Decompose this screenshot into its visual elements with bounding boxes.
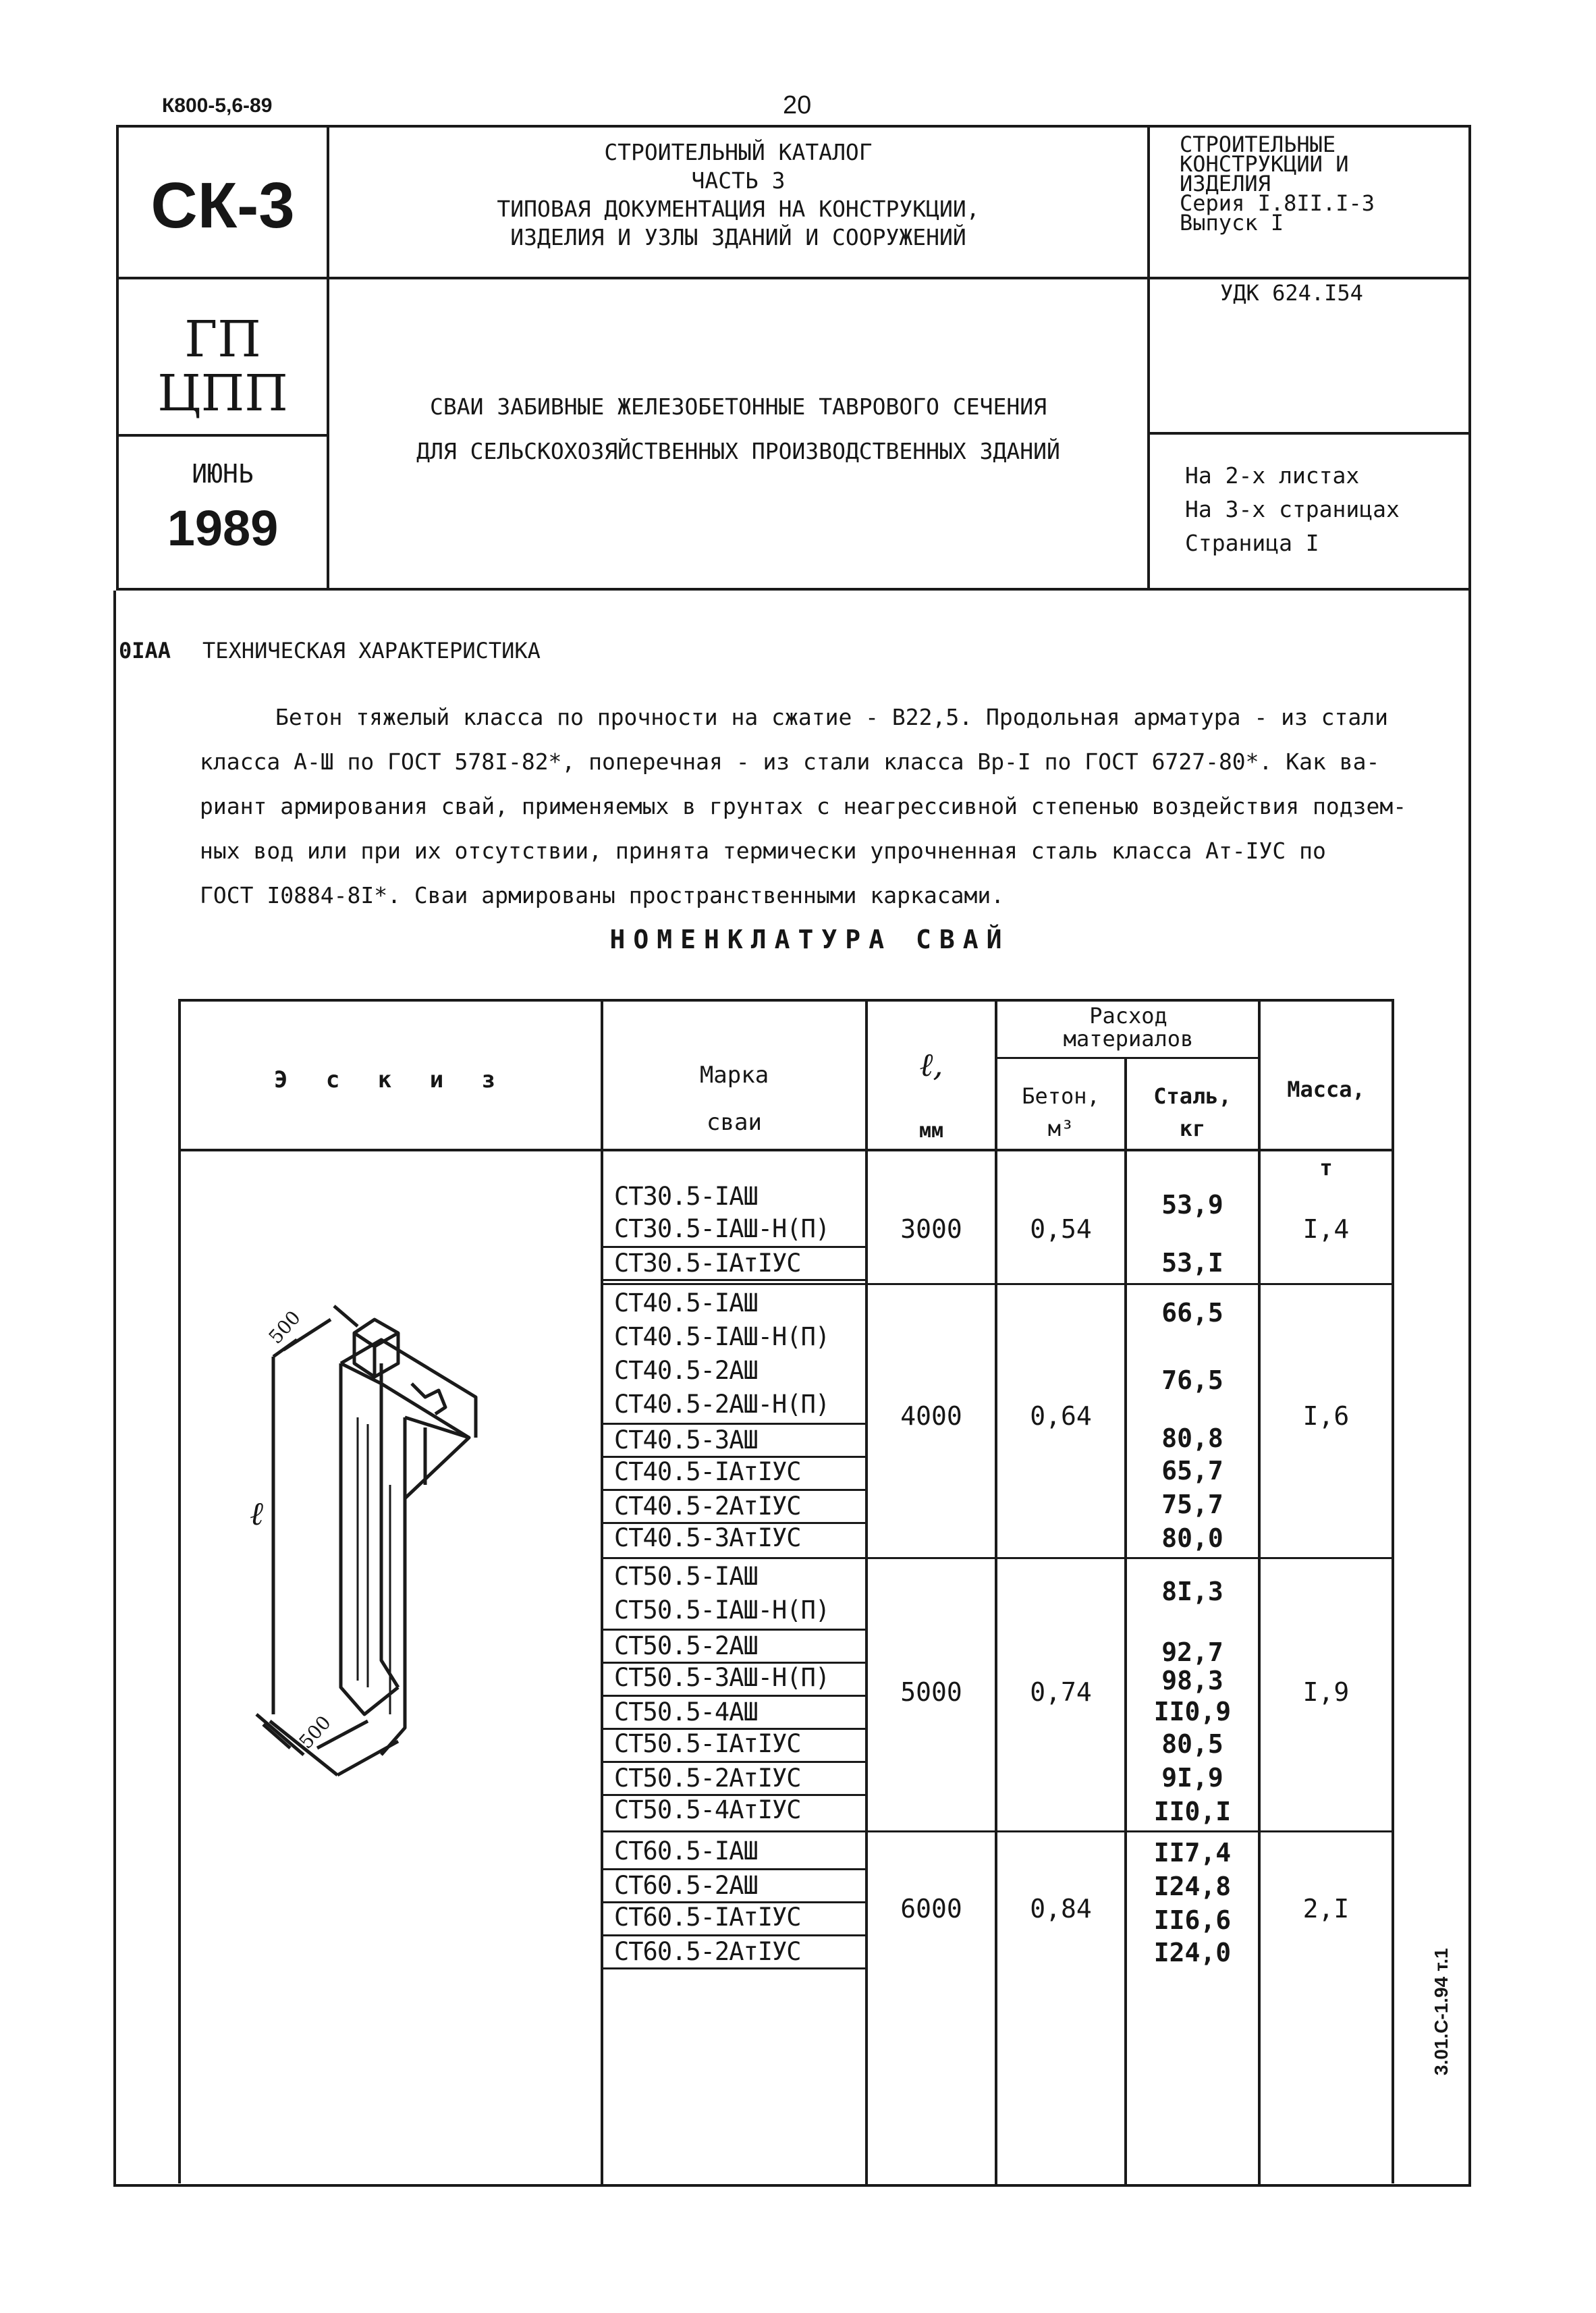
mark-st60-1: СТ60.5-IАШ: [614, 1836, 758, 1866]
mass-3000: I,4: [1302, 1214, 1350, 1244]
mark-st60-4: СТ60.5-2АтIУС: [603, 1934, 865, 1969]
text-line-2: класса А-Ш по ГОСТ 578I-82*, поперечная - из стали класса Вр-I по ГОСТ 6727-80*. Как ва-: [200, 749, 1380, 775]
col-header-mass: [1261, 1050, 1392, 1207]
series-line-1: СТРОИТЕЛЬНЫЕ: [1180, 132, 1336, 157]
mark-st40-3: СТ40.5-2АШ: [614, 1356, 758, 1385]
steel-st60-3: II6,6: [1153, 1905, 1232, 1935]
section-code: 0IAA: [119, 638, 171, 663]
col-header-length-unit: мм: [918, 1119, 944, 1143]
mark-st50-1: СТ50.5-IАШ: [614, 1562, 758, 1591]
steel-st30-1: 53,9: [1161, 1190, 1223, 1220]
technical-text: [200, 695, 1448, 918]
mark-st50-3: СТ50.5-2АШ: [603, 1629, 865, 1664]
length-3000: 3000: [900, 1214, 962, 1244]
sheets-block: [1185, 459, 1400, 560]
series-line-5: Выпуск I: [1180, 210, 1284, 236]
sketch-dim-length: ℓ: [250, 1495, 263, 1533]
mark-st60-2: СТ60.5-2АШ: [603, 1868, 865, 1903]
steel-st50-2: 92,7: [1161, 1637, 1223, 1667]
length-5000: 5000: [900, 1677, 962, 1707]
mark-st50-8: СТ50.5-4АтIУС: [614, 1795, 801, 1824]
catalog-block: [329, 138, 1147, 252]
col-header-concrete-unit: м³: [1047, 1116, 1074, 1141]
steel-st60-1: II7,4: [1153, 1838, 1232, 1868]
concrete-5000: 0,74: [1030, 1677, 1092, 1707]
mark-st40-2: СТ40.5-IАШ-Н(П): [614, 1322, 830, 1351]
steel-st50-4: II0,9: [1153, 1697, 1232, 1726]
concrete-4000: 0,64: [1030, 1401, 1092, 1431]
steel-st40-4: 65,7: [1161, 1456, 1223, 1486]
col-header-mark-2: сваи: [707, 1109, 762, 1136]
row-group-3000: [603, 1181, 865, 1282]
title-line-2: ДЛЯ СЕЛЬСКОХОЗЯЙСТВЕННЫХ ПРОИЗВОДСТВЕННЫХ ЗДАНИЙ: [416, 438, 1060, 464]
col-header-sketch: Э с к и з: [273, 1066, 508, 1093]
row-group-5000: [603, 1561, 865, 1831]
text-line-4: ных вод или при их отсутствии, принята термически упрочненная сталь класса Ат-IУС по: [200, 838, 1326, 864]
col-header-steel-label: Сталь,: [1153, 1083, 1232, 1109]
steel-st50-6: 9I,9: [1161, 1763, 1223, 1793]
steel-st60-2: I24,8: [1153, 1872, 1232, 1901]
stamp-org-line1: ГП: [184, 310, 261, 369]
catalog-line-3: ТИПОВАЯ ДОКУМЕНТАЦИЯ НА КОНСТРУКЦИИ,: [497, 196, 980, 222]
row-group-6000: [603, 1836, 865, 1971]
col-header-concrete-label: Бетон,: [1022, 1083, 1100, 1109]
stamp-org-line2: ЦПП: [157, 364, 288, 423]
mark-st40-6: СТ40.5-IАтIУС: [614, 1457, 801, 1486]
col-header-mass-label: Масса,: [1287, 1077, 1365, 1102]
catalog-line-2: ЧАСТЬ 3: [691, 167, 786, 194]
steel-st50-7: II0,I: [1153, 1797, 1232, 1826]
steel-st50-1: 8I,3: [1161, 1577, 1223, 1606]
concrete-3000: 0,54: [1030, 1214, 1092, 1244]
section-heading: ТЕХНИЧЕСКАЯ ХАРАКТЕРИСТИКА: [202, 638, 541, 663]
steel-st50-5: 80,5: [1161, 1729, 1223, 1759]
col-header-steel: [1127, 1080, 1258, 1145]
col-header-consumption-2: материалов: [1063, 1026, 1194, 1052]
sheets-line-3: Страница I: [1185, 530, 1319, 556]
steel-st40-3: 80,8: [1161, 1423, 1223, 1453]
col-header-consumption: [997, 1004, 1259, 1050]
mark-st40-4: СТ40.5-2АШ-Н(П): [614, 1390, 830, 1419]
col-header-concrete: [997, 1080, 1124, 1145]
series-line-2: КОНСТРУКЦИИ И: [1180, 151, 1349, 177]
sketch-dim-bottom: 500: [294, 1711, 335, 1753]
mark-st40-5: СТ40.5-3АШ: [603, 1423, 865, 1458]
length-4000: 4000: [900, 1401, 962, 1431]
steel-st40-6: 80,0: [1161, 1523, 1223, 1553]
mark-st50-5: СТ50.5-4АШ: [603, 1695, 865, 1730]
title-line-1: СВАИ ЗАБИВНЫЕ ЖЕЛЕЗОБЕТОННЫЕ ТАВРОВОГО СЕЧЕНИЯ: [430, 393, 1047, 420]
series-line-3: ИЗДЕЛИЯ: [1180, 171, 1271, 196]
stamp-year: 1989: [167, 500, 279, 556]
text-line-1: Бетон тяжелый класса по прочности на сжатие - В22,5. Продольная арматура - из стали: [275, 704, 1389, 730]
mark-st60-3: СТ60.5-IАтIУС: [614, 1903, 801, 1932]
row-group-4000: [603, 1288, 865, 1558]
mass-5000: I,9: [1302, 1677, 1350, 1707]
col-header-mass-unit: т: [1319, 1155, 1333, 1180]
concrete-6000: 0,84: [1030, 1894, 1092, 1924]
mark-st40-1: СТ40.5-IАШ: [614, 1288, 758, 1317]
col-header-consumption-1: Расход: [1089, 1003, 1167, 1029]
length-6000: 6000: [900, 1894, 962, 1924]
mass-4000: I,6: [1302, 1401, 1350, 1431]
page-number: 20: [783, 91, 812, 119]
stamp-month: ИЮНЬ: [192, 459, 254, 489]
col-header-steel-unit: кг: [1179, 1116, 1206, 1141]
col-header-mark-1: Марка: [699, 1062, 769, 1089]
mark-st30-2: СТ30.5-IАШ-Н(П): [614, 1214, 830, 1243]
steel-st50-3: 98,3: [1161, 1666, 1223, 1695]
udk: УДК 624.I54: [1220, 280, 1363, 306]
sheets-line-2: На 3-х страницах: [1185, 496, 1400, 522]
col-header-length: ℓ,: [919, 1046, 943, 1084]
steel-st30-2: 53,I: [1161, 1248, 1223, 1278]
stamp-main: СК-3: [150, 169, 295, 242]
text-line-5: ГОСТ I0884-8I*. Сваи армированы пространственными каркасами.: [200, 882, 1005, 908]
steel-st40-2: 76,5: [1161, 1365, 1223, 1395]
sketch-dim-top: 500: [264, 1306, 305, 1349]
mark-st50-6: СТ50.5-IАтIУС: [614, 1729, 801, 1758]
mark-st50-4: СТ50.5-3АШ-Н(П): [614, 1663, 830, 1692]
catalog-line-1: СТРОИТЕЛЬНЫЙ КАТАЛОГ: [604, 139, 873, 165]
mass-6000: 2,I: [1302, 1894, 1350, 1924]
pile-sketch-drawing: [202, 1282, 580, 1795]
col-header-mark: [603, 1052, 865, 1146]
mark-st30-1: СТ30.5-IАШ: [614, 1182, 758, 1211]
catalog-line-4: ИЗДЕЛИЯ И УЗЛЫ ЗДАНИЙ И СООРУЖЕНИЙ: [510, 224, 966, 250]
side-code: 3.01.С-1.94 т.1: [1431, 1948, 1452, 2075]
mark-st50-7: СТ50.5-2АтIУС: [603, 1761, 865, 1796]
mark-st30-3: СТ30.5-IАтIУС: [603, 1246, 865, 1281]
document-title: [329, 385, 1147, 474]
table-title: НОМЕНКЛАТУРА СВАЙ: [609, 925, 1010, 954]
sheets-line-1: На 2-х листах: [1185, 462, 1360, 489]
series-line-4: Серия I.8II.I-3: [1180, 190, 1375, 216]
mark-st50-2: СТ50.5-IАШ-Н(П): [614, 1596, 830, 1625]
steel-st40-1: 66,5: [1161, 1298, 1223, 1328]
mark-st40-7: СТ40.5-2АтIУС: [603, 1489, 865, 1524]
steel-st40-5: 75,7: [1161, 1490, 1223, 1519]
document-code: К800-5,6-89: [162, 94, 273, 117]
steel-st60-4: I24,0: [1153, 1938, 1232, 1967]
series-block: [1180, 132, 1375, 236]
text-line-3: риант армирования свай, применяемых в грунтах с неагрессивной степенью воздействия подзем-: [200, 793, 1407, 819]
mark-st40-8: СТ40.5-3АтIУС: [614, 1523, 801, 1552]
